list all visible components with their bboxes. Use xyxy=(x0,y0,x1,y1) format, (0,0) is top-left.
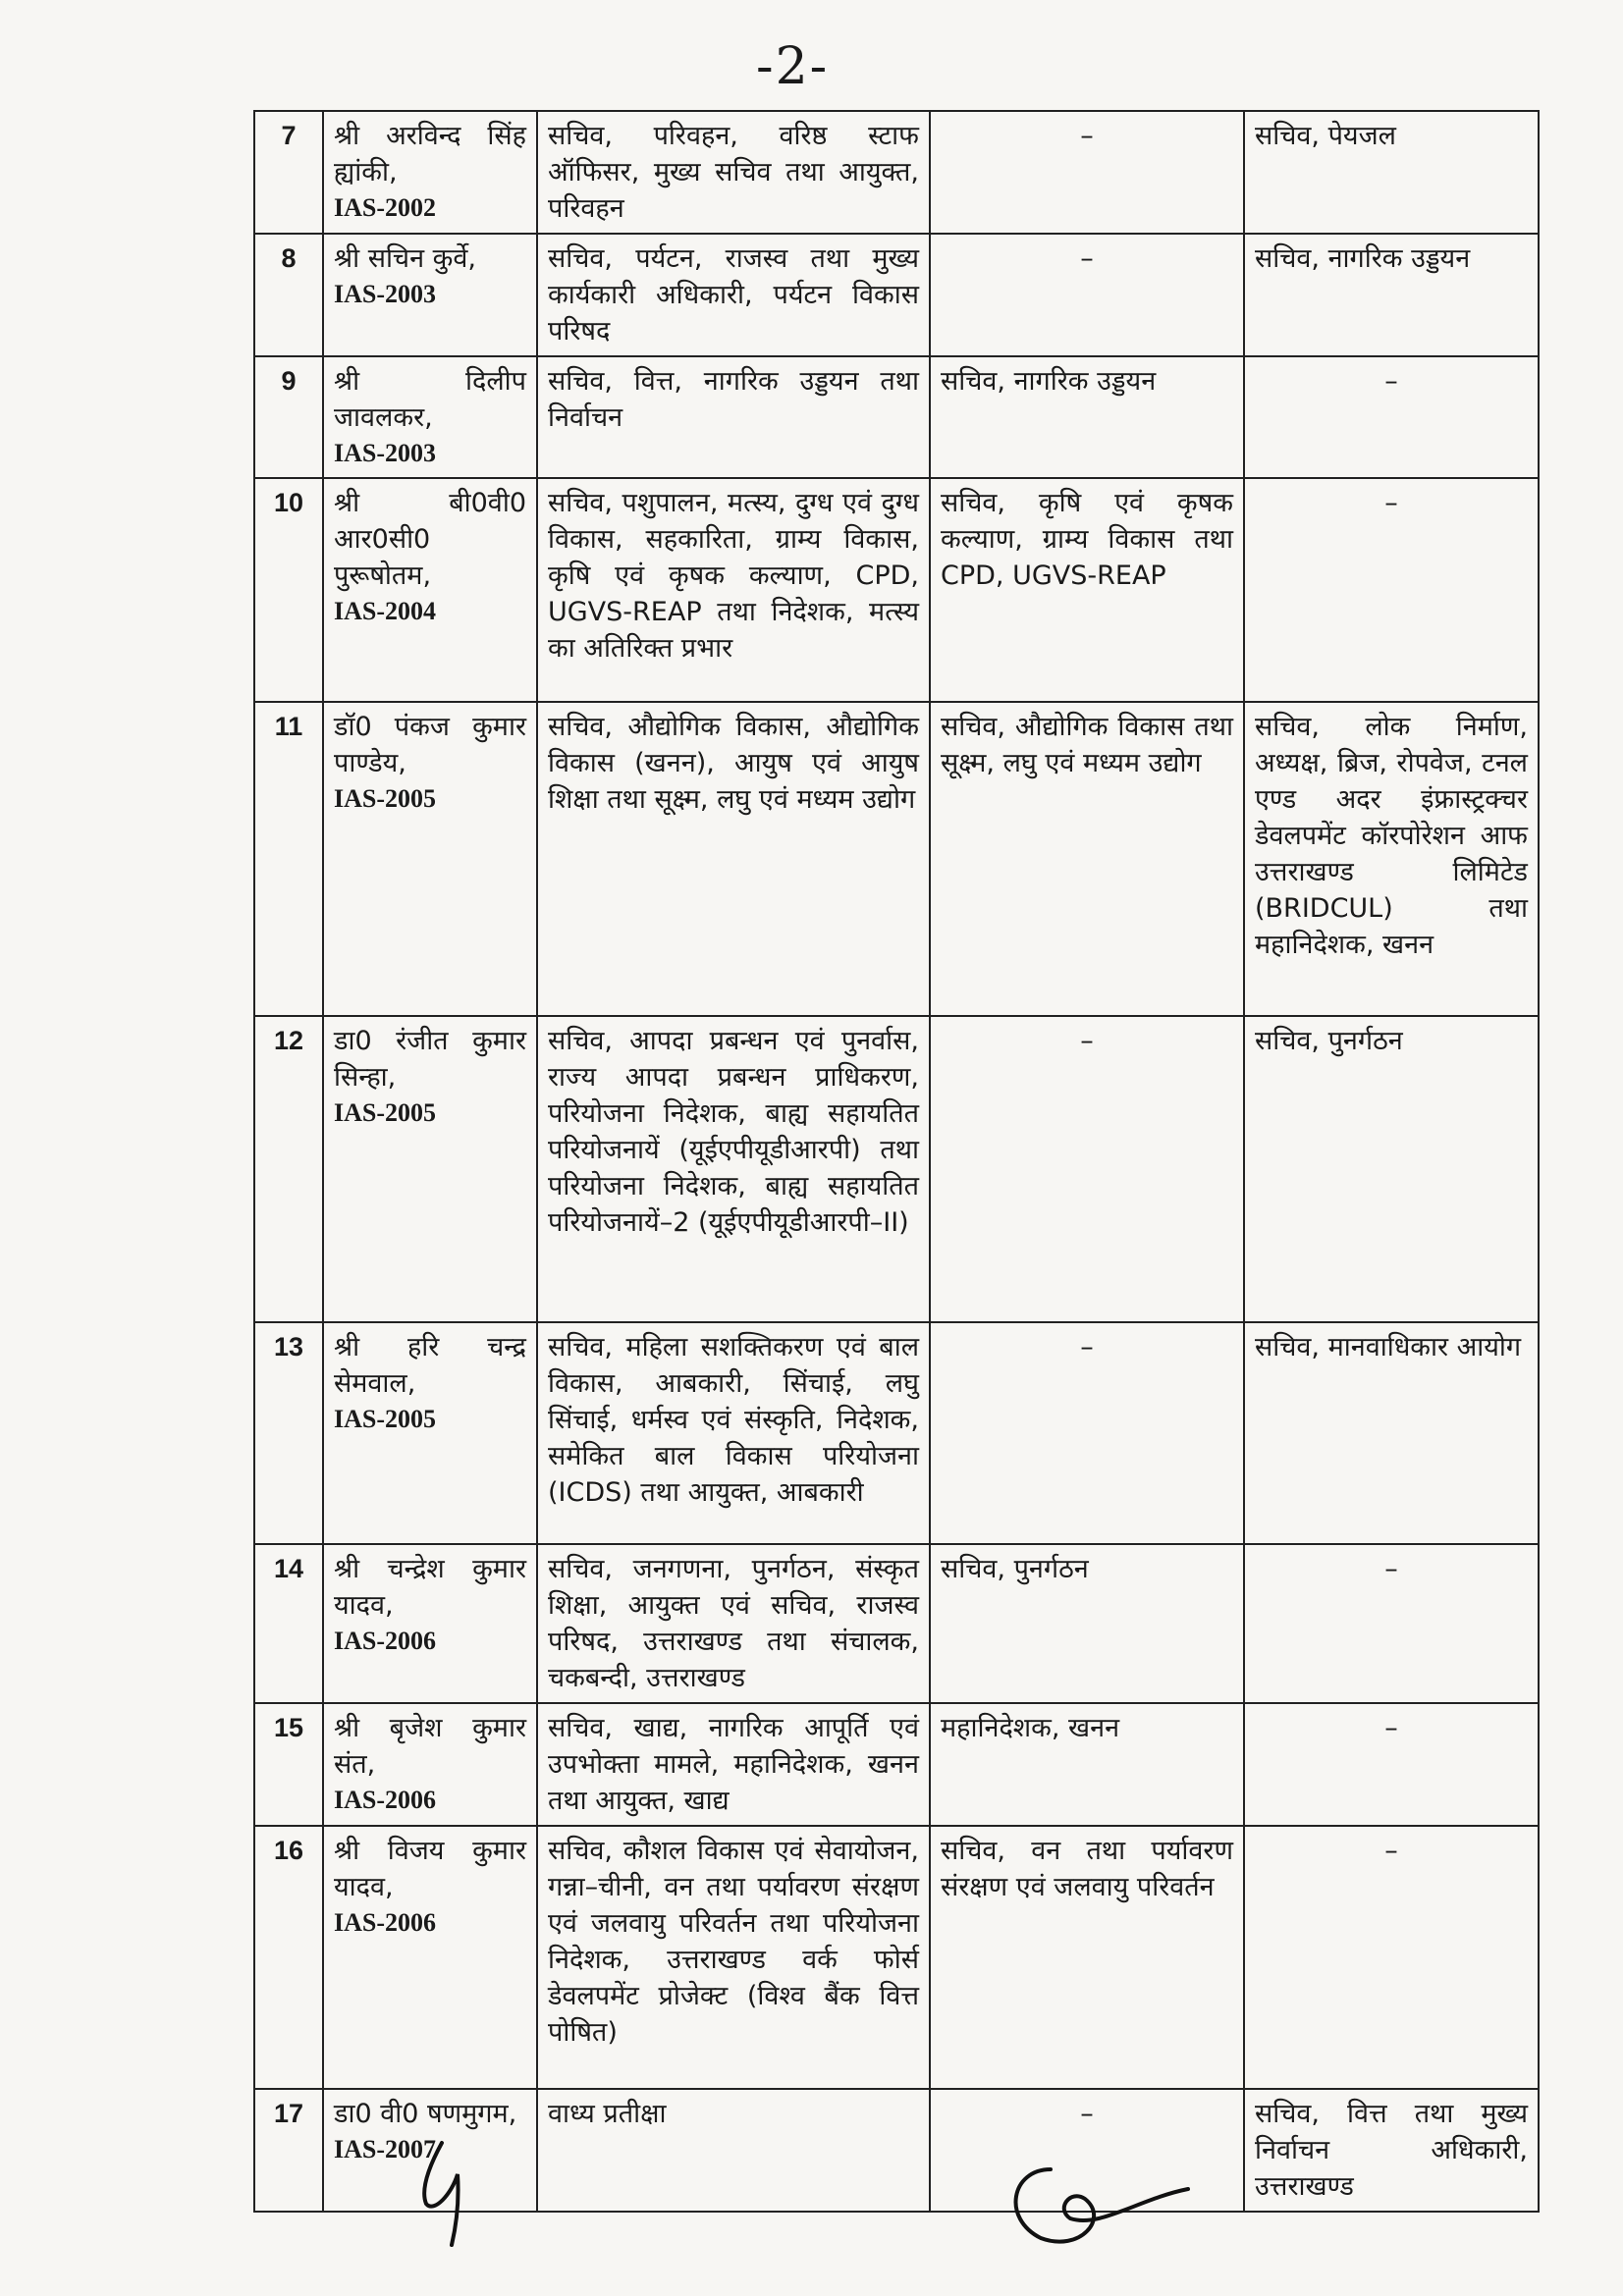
transfer-table xyxy=(253,110,1540,2213)
relieved-posting: सचिव, पुनर्गठन xyxy=(930,1544,1244,1703)
table-row xyxy=(254,1322,1539,1544)
current-posting: वाध्य प्रतीक्षा xyxy=(537,2089,930,2212)
officer-name: डा0 रंजीत कुमार सिन्हा, IAS-2005 xyxy=(323,1016,537,1322)
current-posting: सचिव, पशुपालन, मत्स्य, दुग्ध एवं दुग्ध विकास, सहकारिता, ग्राम्य विकास, कृषि एवं कृषक कल्याण, CPD, UGVS-REAP तथा निदेशक, मत्स्य का अतिरिक्त प्रभार xyxy=(537,478,930,702)
relieved-posting: – xyxy=(930,1322,1244,1544)
relieved-posting: सचिव, कृषि एवं कृषक कल्याण, ग्राम्य विकास तथा CPD, UGVS-REAP xyxy=(930,478,1244,702)
current-posting: सचिव, परिवहन, वरिष्ठ स्टाफ ऑफिसर, मुख्य सचिव तथा आयुक्त, परिवहन xyxy=(537,111,930,234)
serial-number: 8 xyxy=(254,234,323,356)
new-posting: – xyxy=(1244,1544,1539,1703)
ias-batch: IAS-2003 xyxy=(334,439,437,467)
relieved-posting: सचिव, नागरिक उड्डयन xyxy=(930,356,1244,478)
relieved-posting: महानिदेशक, खनन xyxy=(930,1703,1244,1826)
serial-number: 10 xyxy=(254,478,323,702)
relieved-posting: सचिव, वन तथा पर्यावरण संरक्षण एवं जलवायु परिवर्तन xyxy=(930,1826,1244,2089)
ias-batch: IAS-2002 xyxy=(334,193,437,222)
new-posting: – xyxy=(1244,1826,1539,2089)
table-row xyxy=(254,1703,1539,1826)
relieved-posting: – xyxy=(930,2089,1244,2212)
relieved-posting: – xyxy=(930,1016,1244,1322)
officer-name: श्री बृजेश कुमार संत, IAS-2006 xyxy=(323,1703,537,1826)
officer-name: डा0 वी0 षणमुगम, IAS-2007 xyxy=(323,2089,537,2212)
ias-batch: IAS-2003 xyxy=(334,280,437,308)
relieved-posting: सचिव, औद्योगिक विकास तथा सूक्ष्म, लघु एवं मध्यम उद्योग xyxy=(930,702,1244,1016)
new-posting: – xyxy=(1244,356,1539,478)
new-posting: सचिव, नागरिक उड्डयन xyxy=(1244,234,1539,356)
ias-batch: IAS-2006 xyxy=(334,1786,437,1814)
current-posting: सचिव, महिला सशक्तिकरण एवं बाल विकास, आबकारी, सिंचाई, लघु सिंचाई, धर्मस्व एवं संस्कृति, निदेशक, समेकित बाल विकास परियोजना (ICDS) तथा आयुक्त, आबकारी xyxy=(537,1322,930,1544)
officer-name: श्री दिलीप जावलकर, IAS-2003 xyxy=(323,356,537,478)
current-posting: सचिव, औद्योगिक विकास, औद्योगिक विकास (खनन), आयुष एवं आयुष शिक्षा तथा सूक्ष्म, लघु एवं मध्यम उद्योग xyxy=(537,702,930,1016)
officer-name: डॉ0 पंकज कुमार पाण्डेय, IAS-2005 xyxy=(323,702,537,1016)
table-row xyxy=(254,1826,1539,2089)
table-row xyxy=(254,234,1539,356)
serial-number: 17 xyxy=(254,2089,323,2212)
table-row xyxy=(254,356,1539,478)
signature-mark-left xyxy=(412,2135,491,2257)
ias-batch: IAS-2004 xyxy=(334,597,437,625)
relieved-posting: – xyxy=(930,111,1244,234)
current-posting: सचिव, कौशल विकास एवं सेवायोजन, गन्ना–चीनी, वन तथा पर्यावरण संरक्षण एवं जलवायु परिवर्तन तथा परियोजना निदेशक, उत्तराखण्ड वर्क फोर्स डेवलपमेंट प्रोजेक्ट (विश्व बैंक वित्त पोषित) xyxy=(537,1826,930,2089)
new-posting: सचिव, वित्त तथा मुख्य निर्वाचन अधिकारी, उत्तराखण्ड xyxy=(1244,2089,1539,2212)
ias-batch: IAS-2006 xyxy=(334,1908,437,1937)
officer-name: श्री हरि चन्द्र सेमवाल, IAS-2005 xyxy=(323,1322,537,1544)
serial-number: 14 xyxy=(254,1544,323,1703)
serial-number: 16 xyxy=(254,1826,323,2089)
current-posting: सचिव, खाद्य, नागरिक आपूर्ति एवं उपभोक्ता मामले, महानिदेशक, खनन तथा आयुक्त, खाद्य xyxy=(537,1703,930,1826)
ias-batch: IAS-2006 xyxy=(334,1627,437,1655)
new-posting: सचिव, पुनर्गठन xyxy=(1244,1016,1539,1322)
current-posting: सचिव, वित्त, नागरिक उड्डयन तथा निर्वाचन xyxy=(537,356,930,478)
officer-name: श्री अरविन्द सिंह ह्यांकी, IAS-2002 xyxy=(323,111,537,234)
new-posting: सचिव, लोक निर्माण, अध्यक्ष, ब्रिज, रोपवेज, टनल एण्ड अदर इंफ्रास्ट्रक्चर डेवलपमेंट कॉरपोरेशन आफ उत्तराखण्ड लिमिटेड (BRIDCUL) तथा महानिदेशक, खनन xyxy=(1244,702,1539,1016)
page-number: -2- xyxy=(756,37,830,96)
ias-batch: IAS-2007 xyxy=(334,2135,437,2163)
serial-number: 13 xyxy=(254,1322,323,1544)
ias-batch: IAS-2005 xyxy=(334,784,437,813)
serial-number: 11 xyxy=(254,702,323,1016)
current-posting: सचिव, आपदा प्रबन्धन एवं पुनर्वास, राज्य आपदा प्रबन्धन प्राधिकरण, परियोजना निदेशक, बाह्य सहायतित परियोजनायें (यूईएपीयूडीआरपी) तथा परियोजना निदेशक, बाह्य सहायतित परियोजनायें–2 (यूईएपीयूडीआरपी–II) xyxy=(537,1016,930,1322)
serial-number: 7 xyxy=(254,111,323,234)
table-row xyxy=(254,478,1539,702)
signature-mark-right xyxy=(992,2150,1208,2262)
serial-number: 12 xyxy=(254,1016,323,1322)
serial-number: 9 xyxy=(254,356,323,478)
new-posting: सचिव, पेयजल xyxy=(1244,111,1539,234)
officer-name: श्री बी0वी0 आर0सी0 पुरूषोतम, IAS-2004 xyxy=(323,478,537,702)
table-row xyxy=(254,702,1539,1016)
table-row xyxy=(254,111,1539,234)
officer-name: श्री चन्द्रेश कुमार यादव, IAS-2006 xyxy=(323,1544,537,1703)
current-posting: सचिव, जनगणना, पुनर्गठन, संस्कृत शिक्षा, आयुक्त एवं सचिव, राजस्व परिषद, उत्तराखण्ड तथा संचालक, चकबन्दी, उत्तराखण्ड xyxy=(537,1544,930,1703)
new-posting: – xyxy=(1244,1703,1539,1826)
serial-number: 15 xyxy=(254,1703,323,1826)
new-posting: – xyxy=(1244,478,1539,702)
officer-name: श्री सचिन कुर्वे, IAS-2003 xyxy=(323,234,537,356)
relieved-posting: – xyxy=(930,234,1244,356)
table-row xyxy=(254,1544,1539,1703)
officer-name: श्री विजय कुमार यादव, IAS-2006 xyxy=(323,1826,537,2089)
ias-batch: IAS-2005 xyxy=(334,1405,437,1433)
current-posting: सचिव, पर्यटन, राजस्व तथा मुख्य कार्यकारी अधिकारी, पर्यटन विकास परिषद xyxy=(537,234,930,356)
ias-batch: IAS-2005 xyxy=(334,1098,437,1127)
new-posting: सचिव, मानवाधिकार आयोग xyxy=(1244,1322,1539,1544)
table-row xyxy=(254,1016,1539,1322)
